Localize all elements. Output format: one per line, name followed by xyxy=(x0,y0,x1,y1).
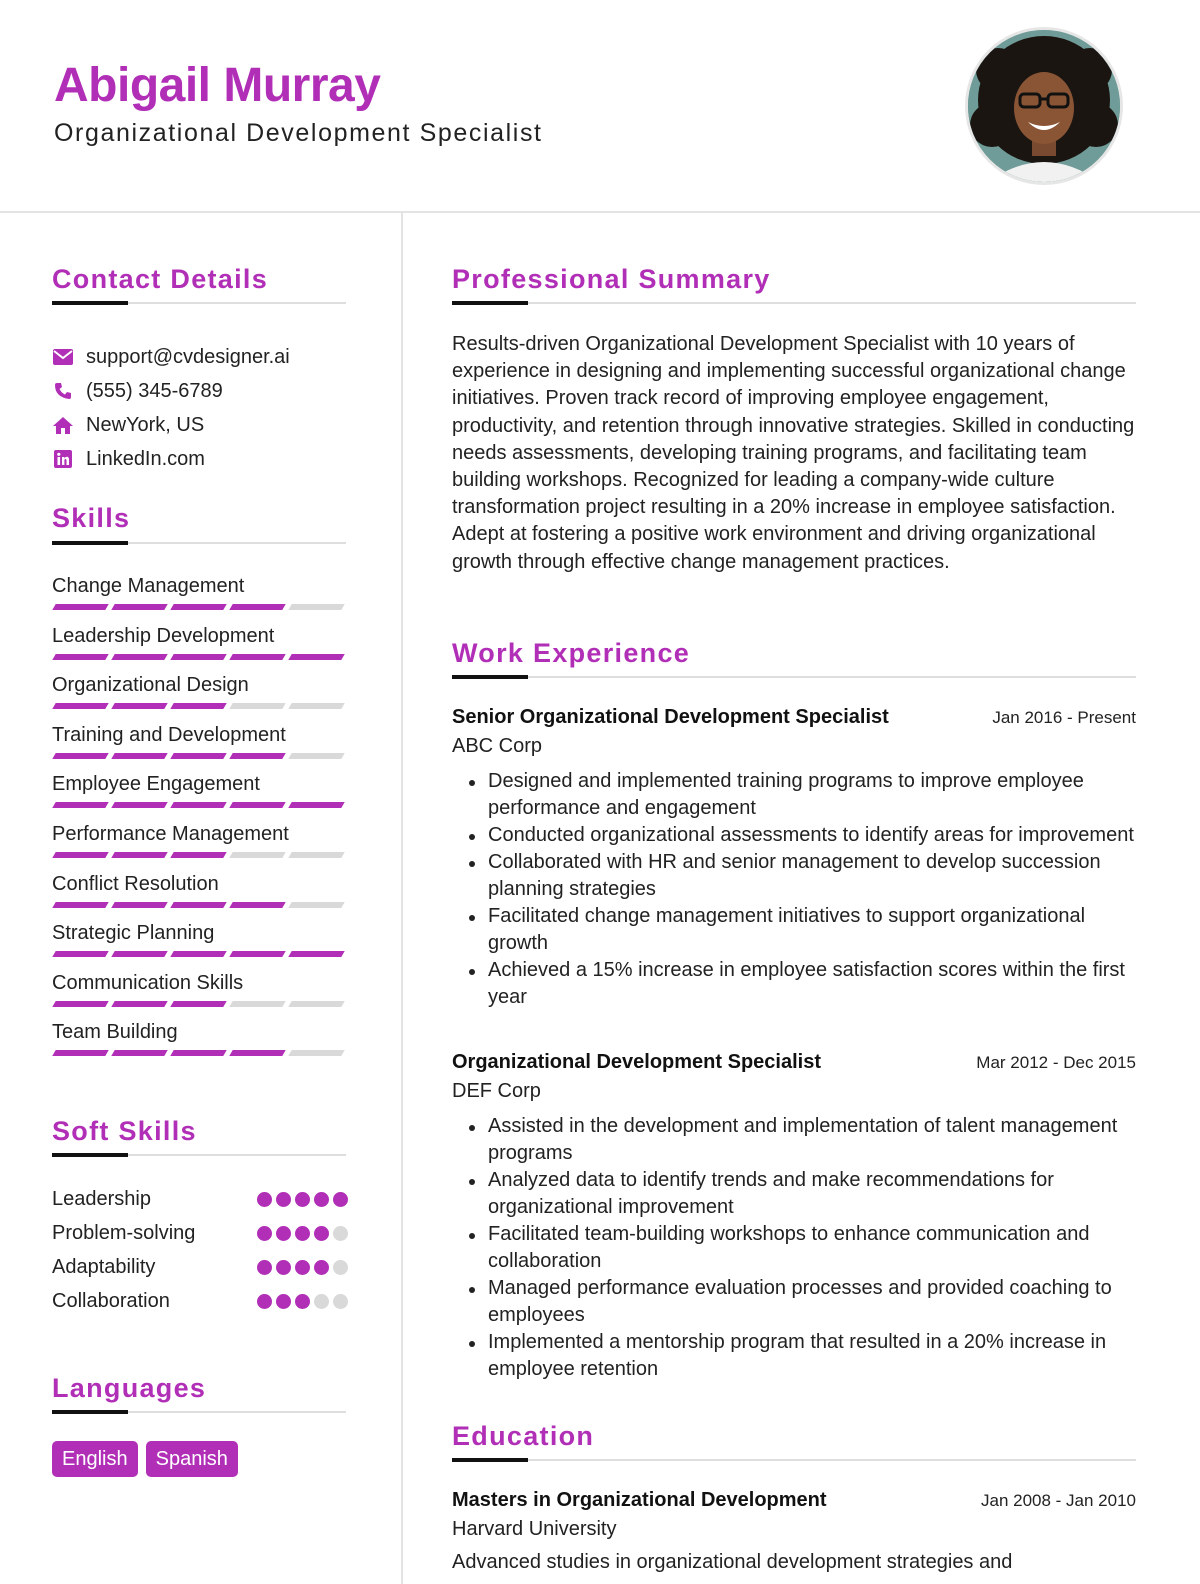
skill-label: Training and Development xyxy=(52,723,286,746)
skill-bar-filled xyxy=(288,802,344,808)
languages-heading-rule xyxy=(52,1411,346,1413)
skill-bar-filled xyxy=(288,951,344,957)
skill-bar-empty xyxy=(229,703,285,709)
job-bullets xyxy=(452,768,1136,1011)
skill-bar-filled xyxy=(170,753,226,759)
skill-bar-filled xyxy=(229,654,285,660)
job-bullet: Facilitated team-building workshops to enhance communication and collaboration xyxy=(488,1221,1136,1275)
skill-bar-filled xyxy=(170,902,226,908)
skill-label: Employee Engagement xyxy=(52,773,260,796)
skill-bar-filled xyxy=(170,951,226,957)
skill-bar-filled xyxy=(111,951,167,957)
envelope-icon xyxy=(52,347,74,367)
skill-bar-filled xyxy=(52,802,108,808)
summary-text: Results-driven Organizational Development Specialist with 10 years of experience in designing and implementing successful organizational change initiatives. Proven track record of improving employee engagement, productivity, and retention through innovative strategies. Skilled in conducting needs assessments, developing training programs, and facilitating team building workshops. Recognized for leading a company-wide culture transformation project resulting in a 20% increase in employee satisfaction. Adept at fostering a positive work environment and driving organizational growth through effective change management practices. xyxy=(452,333,1135,573)
soft-skill-rating xyxy=(257,1226,348,1241)
skill-bar-filled xyxy=(229,753,285,759)
skill-bar-filled xyxy=(111,654,167,660)
skill-level-bar xyxy=(54,1050,343,1056)
soft-skills-list xyxy=(52,1182,348,1319)
job-bullet: Achieved a 15% increase in employee satisfaction scores within the first year xyxy=(488,957,1136,1011)
rating-dot-filled xyxy=(333,1192,348,1207)
skill-bar-filled xyxy=(111,802,167,808)
home-icon xyxy=(52,415,74,435)
skill-level-bar xyxy=(54,852,343,858)
summary-heading: Professional Summary xyxy=(452,264,771,294)
skill-bar-filled xyxy=(229,802,285,808)
rating-dot-filled xyxy=(295,1192,310,1207)
soft-skill-rating xyxy=(257,1192,348,1207)
education-entry xyxy=(452,1489,1136,1576)
skill-bar-filled xyxy=(52,1001,108,1007)
skill-bar-filled xyxy=(111,852,167,858)
skill-bar-filled xyxy=(288,654,344,660)
skill-bar-filled xyxy=(52,604,108,610)
rating-dot-filled xyxy=(257,1294,272,1309)
candidate-title: Organizational Development Specialist xyxy=(54,119,543,147)
candidate-name: Abigail Murray xyxy=(54,59,381,112)
experience-heading: Work Experience xyxy=(452,638,691,668)
rating-dot-filled xyxy=(295,1294,310,1309)
soft-skill-label: Problem-solving xyxy=(52,1221,196,1244)
soft-skill-item xyxy=(52,1250,348,1284)
job-bullet: Implemented a mentorship program that resulted in a 20% increase in employee retention xyxy=(488,1329,1136,1383)
language-tag: English xyxy=(52,1441,138,1477)
soft-skill-rating xyxy=(257,1260,348,1275)
skill-level-bar xyxy=(54,1001,343,1007)
soft-skill-rating xyxy=(257,1294,348,1309)
education-dates: Jan 2008 - Jan 2010 xyxy=(980,1491,1136,1510)
language-tag: Spanish xyxy=(146,1441,238,1477)
rating-dot-empty xyxy=(333,1260,348,1275)
skill-bar-empty xyxy=(229,1001,285,1007)
skill-bar-filled xyxy=(111,604,167,610)
column-divider xyxy=(401,213,403,1584)
skill-level-bar xyxy=(54,703,343,709)
rating-dot-filled xyxy=(257,1260,272,1275)
skill-level-bar xyxy=(54,654,343,660)
job-bullet: Conducted organizational assessments to identify areas for improvement xyxy=(488,822,1136,849)
skill-label: Performance Management xyxy=(52,822,289,845)
skill-bar-empty xyxy=(288,604,344,610)
rating-dot-filled xyxy=(314,1226,329,1241)
skill-bar-filled xyxy=(170,703,226,709)
contact-location xyxy=(52,408,352,442)
contact-phone-text: (555) 345-6789 xyxy=(86,379,223,402)
skill-bar-empty xyxy=(288,902,344,908)
skill-bar-empty xyxy=(288,1050,344,1056)
soft-skill-item xyxy=(52,1285,348,1319)
skill-item xyxy=(52,723,348,773)
experience-heading-rule xyxy=(452,676,1136,678)
skill-label: Team Building xyxy=(52,1021,178,1044)
skill-label: Conflict Resolution xyxy=(52,872,219,895)
skill-level-bar xyxy=(54,604,343,610)
skill-bar-empty xyxy=(229,852,285,858)
skill-bar-filled xyxy=(170,1001,226,1007)
languages-list xyxy=(52,1441,238,1477)
skill-bar-empty xyxy=(288,1001,344,1007)
education-school: Harvard University xyxy=(452,1518,617,1540)
skill-item xyxy=(52,673,348,723)
skill-bar-filled xyxy=(52,753,108,759)
skill-bar-filled xyxy=(170,604,226,610)
job-title: Organizational Development Specialist xyxy=(452,1051,821,1073)
job-bullets xyxy=(452,1113,1136,1383)
summary-heading-rule xyxy=(452,302,1136,304)
skill-bar-filled xyxy=(111,753,167,759)
contact-linkedin[interactable] xyxy=(52,442,352,476)
education-degree: Masters in Organizational Development xyxy=(452,1489,827,1511)
soft-skills-heading: Soft Skills xyxy=(52,1116,197,1146)
contact-list xyxy=(52,340,352,476)
skill-label: Organizational Design xyxy=(52,674,249,697)
contact-email-text: support@cvdesigner.ai xyxy=(86,345,290,368)
contact-heading: Contact Details xyxy=(52,264,269,294)
skill-bar-filled xyxy=(170,802,226,808)
skill-level-bar xyxy=(54,951,343,957)
education-heading-rule xyxy=(452,1459,1136,1461)
rating-dot-filled xyxy=(295,1226,310,1241)
skill-item xyxy=(52,1020,348,1070)
contact-email[interactable] xyxy=(52,340,352,374)
skill-bar-empty xyxy=(288,703,344,709)
rating-dot-filled xyxy=(276,1226,291,1241)
rating-dot-empty xyxy=(333,1294,348,1309)
job-company: DEF Corp xyxy=(452,1080,541,1102)
contact-location-text: NewYork, US xyxy=(86,413,205,436)
skill-bar-filled xyxy=(170,852,226,858)
skill-bar-filled xyxy=(111,902,167,908)
job-bullet: Facilitated change management initiatives to support organizational growth xyxy=(488,903,1136,957)
soft-skill-item xyxy=(52,1182,348,1216)
skill-label: Leadership Development xyxy=(52,624,275,647)
skills-heading: Skills xyxy=(52,503,131,533)
soft-skill-label: Adaptability xyxy=(52,1255,156,1278)
rating-dot-filled xyxy=(295,1260,310,1275)
skill-bar-filled xyxy=(229,604,285,610)
rating-dot-filled xyxy=(314,1192,329,1207)
rating-dot-filled xyxy=(276,1192,291,1207)
skill-level-bar xyxy=(54,802,343,808)
skill-bar-filled xyxy=(111,703,167,709)
skill-label: Communication Skills xyxy=(52,971,244,994)
skill-bar-filled xyxy=(52,1050,108,1056)
job-bullet: Assisted in the development and implementation of talent management programs xyxy=(488,1113,1136,1167)
languages-heading: Languages xyxy=(52,1373,207,1403)
rating-dot-filled xyxy=(276,1294,291,1309)
job-dates: Jan 2016 - Present xyxy=(992,708,1136,727)
job-bullet: Analyzed data to identify trends and make recommendations for organizational improvement xyxy=(488,1167,1136,1221)
soft-skills-heading-rule xyxy=(52,1154,346,1156)
skill-label: Change Management xyxy=(52,575,245,597)
skill-bar-empty xyxy=(288,753,344,759)
skill-bar-filled xyxy=(52,654,108,660)
skill-bar-filled xyxy=(229,1050,285,1056)
soft-skill-item xyxy=(52,1216,348,1250)
skill-item xyxy=(52,574,348,624)
skill-item xyxy=(52,624,348,674)
skill-item xyxy=(52,872,348,922)
job-company: ABC Corp xyxy=(452,735,543,757)
skill-item xyxy=(52,772,348,822)
rating-dot-empty xyxy=(333,1226,348,1241)
job-entry xyxy=(452,1051,1136,1383)
rating-dot-filled xyxy=(257,1192,272,1207)
skill-level-bar xyxy=(54,902,343,908)
skills-heading-rule xyxy=(52,542,346,544)
skill-item xyxy=(52,822,348,872)
linkedin-icon xyxy=(52,449,74,469)
contact-heading-rule xyxy=(52,302,346,304)
skill-item xyxy=(52,971,348,1021)
contact-linkedin-text: LinkedIn.com xyxy=(86,447,205,470)
contact-phone[interactable] xyxy=(52,374,352,408)
skill-bar-filled xyxy=(52,951,108,957)
skill-bar-filled xyxy=(170,1050,226,1056)
job-bullet: Managed performance evaluation processes and provided coaching to employees xyxy=(488,1275,1136,1329)
job-entry xyxy=(452,706,1136,1011)
education-description: Advanced studies in organizational development strategies and xyxy=(452,1551,1013,1573)
skill-bar-empty xyxy=(288,852,344,858)
skill-bar-filled xyxy=(52,852,108,858)
skill-bar-filled xyxy=(111,1050,167,1056)
rating-dot-filled xyxy=(314,1260,329,1275)
job-bullet: Designed and implemented training programs to improve employee performance and engagement xyxy=(488,768,1136,822)
rating-dot-filled xyxy=(257,1226,272,1241)
job-dates: Mar 2012 - Dec 2015 xyxy=(976,1053,1136,1072)
rating-dot-empty xyxy=(314,1294,329,1309)
skill-bar-filled xyxy=(170,654,226,660)
skill-bar-filled xyxy=(52,902,108,908)
skill-bar-filled xyxy=(229,902,285,908)
resume-header xyxy=(0,0,1200,213)
skills-list xyxy=(52,574,348,1070)
skill-bar-filled xyxy=(52,703,108,709)
education-heading: Education xyxy=(452,1421,595,1451)
skill-label: Strategic Planning xyxy=(52,922,215,945)
skill-bar-filled xyxy=(111,1001,167,1007)
soft-skill-label: Collaboration xyxy=(52,1290,170,1313)
job-bullet: Collaborated with HR and senior management to develop succession planning strategies xyxy=(488,849,1136,903)
profile-photo xyxy=(965,27,1123,185)
rating-dot-filled xyxy=(276,1260,291,1275)
job-title: Senior Organizational Development Specialist xyxy=(452,706,889,728)
skill-bar-filled xyxy=(229,951,285,957)
soft-skill-label: Leadership xyxy=(52,1187,151,1210)
skill-item xyxy=(52,921,348,971)
phone-icon xyxy=(52,381,74,401)
skill-level-bar xyxy=(54,753,343,759)
